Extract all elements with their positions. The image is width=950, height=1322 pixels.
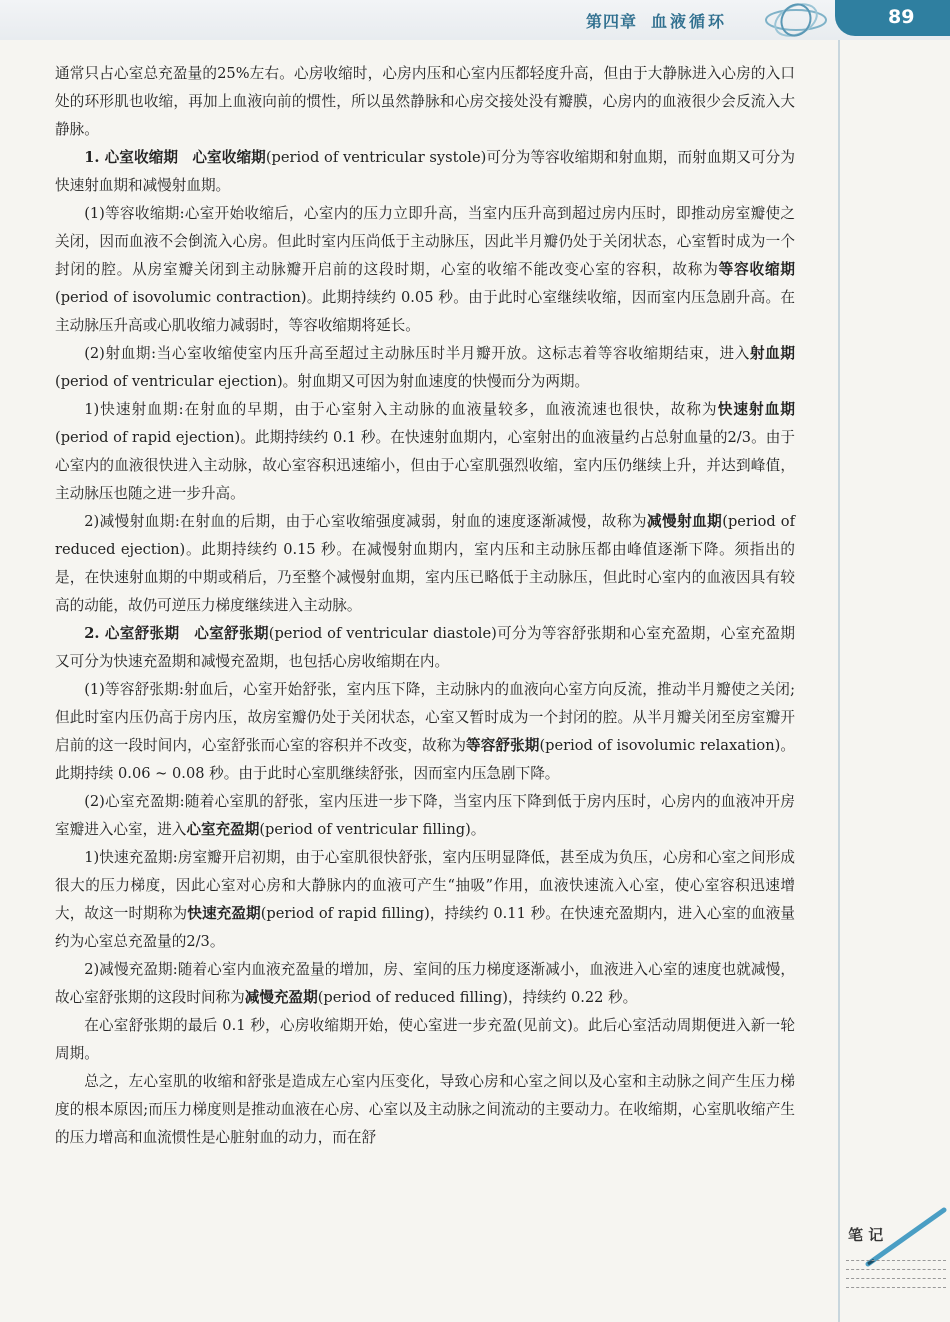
paragraph-reduced-ejection: 2)减慢射血期:在射血的后期，由于心室收缩强度减弱，射血的速度逐渐减慢，故称为减慢射血期(period of reduced ejection)。此期持续约 0.15 秒。在减慢射血期内，室内压和主动脉压都由峰值逐渐下降。须指出的是，在快速射血期的中期或稍后，乃至整个减慢射血期，室内压已略低于主动脉压，但此时心室内的血液因具有较高的动能，故仍可逆压力梯度继续进入主动脉。 [55, 513, 795, 614]
paragraph-ventricular-filling: (2)心室充盈期:随着心室肌的舒张，室内压进一步下降，当室内压下降到低于房内压时，心房内的血液冲开房室瓣进入心室，进入心室充盈期(period of ventricular filling)。 [55, 793, 795, 838]
margin-rule [838, 40, 840, 1322]
chapter-title: 血液循环 [651, 12, 728, 31]
paragraph-atrial-systole: 在心室舒张期的最后 0.1 秒，心房收缩期开始，使心室进一步充盈(见前文)。此后心室活动周期便进入新一轮周期。 [55, 1017, 795, 1062]
paragraph-rapid-ejection: 1)快速射血期:在射血的早期，由于心室射入主动脉的血液量较多，血液流速也很快，故称为快速射血期(period of rapid ejection)。此期持续约 0.1 秒。在快速射血期内，心室射出的血液量约占总射血量的2/3。由于心室内的血液很快进入主动脉，故心室容积迅速缩小，但由于心室肌强烈收缩，室内压仍继续上升，并达到峰值，主动脉压也随之进一步升高。 [55, 401, 795, 502]
paragraph: 通常只占心室总充盈量的25%左右。心房收缩时，心房内压和心室内压都轻度升高，但由于大静脉进入心房的入口处的环形肌也收缩，再加上血液向前的惯性，所以虽然静脉和心房交接处没有瓣膜，心房内的血液很少会反流入大静脉。 [55, 65, 795, 138]
swirl-ornament-icon [756, 0, 836, 40]
paragraph-ejection: (2)射血期:当心室收缩使室内压升高至超过主动脉压时半月瓣开放。这标志着等容收缩期结束，进入射血期(period of ventricular ejection)。射血期又可因为射血速度的快慢而分为两期。 [55, 345, 795, 390]
section-heading-diastole: 2. 心室舒张期 心室舒张期(period of ventricular diastole)可分为等容舒张期和心室充盈期，心室充盈期又可分为快速充盈期和减慢充盈期，也包括心房收缩期在内。 [55, 625, 795, 670]
notes-lines [846, 1260, 946, 1296]
paragraph-isovolumic-contraction: (1)等容收缩期:心室开始收缩后，心室内的压力立即升高，当室内压升高到超过房内压时，即推动房室瓣使之关闭，因而血液不会倒流入心房。但此时室内压尚低于主动脉压，因此半月瓣仍处于关闭状态，心室暂时成为一个封闭的腔。从房室瓣关闭到主动脉瓣开启前的这段时期，心室的收缩不能改变心室的容积，故称为等容收缩期(period of isovolumic contraction)。此期持续约 0.05 秒。由于此时心室继续收缩，因而室内压急剧升高。在主动脉压升高或心肌收缩力减弱时，等容收缩期将延长。 [55, 205, 795, 334]
chapter-number: 第四章 [586, 12, 638, 31]
paragraph-isovolumic-relaxation: (1)等容舒张期:射血后，心室开始舒张，室内压下降，主动脉内的血液向心室方向反流，推动半月瓣使之关闭;但此时室内压仍高于房内压，故房室瓣仍处于关闭状态，心室又暂时成为一个封闭的腔。从半月瓣关闭至房室瓣开启前的这一段时间内，心室舒张而心室的容积并不改变，故称为等容舒张期(period of isovolumic relaxation)。此期持续 0.06 ~ 0.08 秒。由于此时心室肌继续舒张，因而室内压急剧下降。 [55, 681, 795, 782]
paragraph-rapid-filling: 1)快速充盈期:房室瓣开启初期，由于心室肌很快舒张，室内压明显降低，甚至成为负压，心房和心室之间形成很大的压力梯度，因此心室对心房和大静脉内的血液可产生“抽吸”作用，血液快速流入心室，使心室容积迅速增大，故这一时期称为快速充盈期(period of rapid filling)，持续约 0.11 秒。在快速充盈期内，进入心室的血液量约为心室总充盈量的2/3。 [55, 849, 795, 950]
page-number: 89 [888, 6, 915, 28]
main-text [55, 60, 795, 1152]
section-heading-systole: 1. 心室收缩期 心室收缩期(period of ventricular systole)可分为等容收缩期和射血期，而射血期又可分为快速射血期和减慢射血期。 [55, 149, 795, 194]
paragraph-reduced-filling: 2)减慢充盈期:随着心室内血液充盈量的增加，房、室间的压力梯度逐渐减小，血液进入心室的速度也就减慢，故心室舒张期的这段时间称为减慢充盈期(period of reduced filling)，持续约 0.22 秒。 [55, 961, 795, 1006]
paragraph-summary: 总之，左心室肌的收缩和舒张是造成左心室内压变化，导致心房和心室之间以及心室和主动脉之间产生压力梯度的根本原因;而压力梯度则是推动血液在心房、心室以及主动脉之间流动的主要动力。在收缩期，心室肌收缩产生的压力增高和血流惯性是心脏射血的动力，而在舒 [55, 1073, 795, 1146]
notes-label: 笔 记 [848, 1226, 884, 1244]
running-head [586, 9, 727, 32]
